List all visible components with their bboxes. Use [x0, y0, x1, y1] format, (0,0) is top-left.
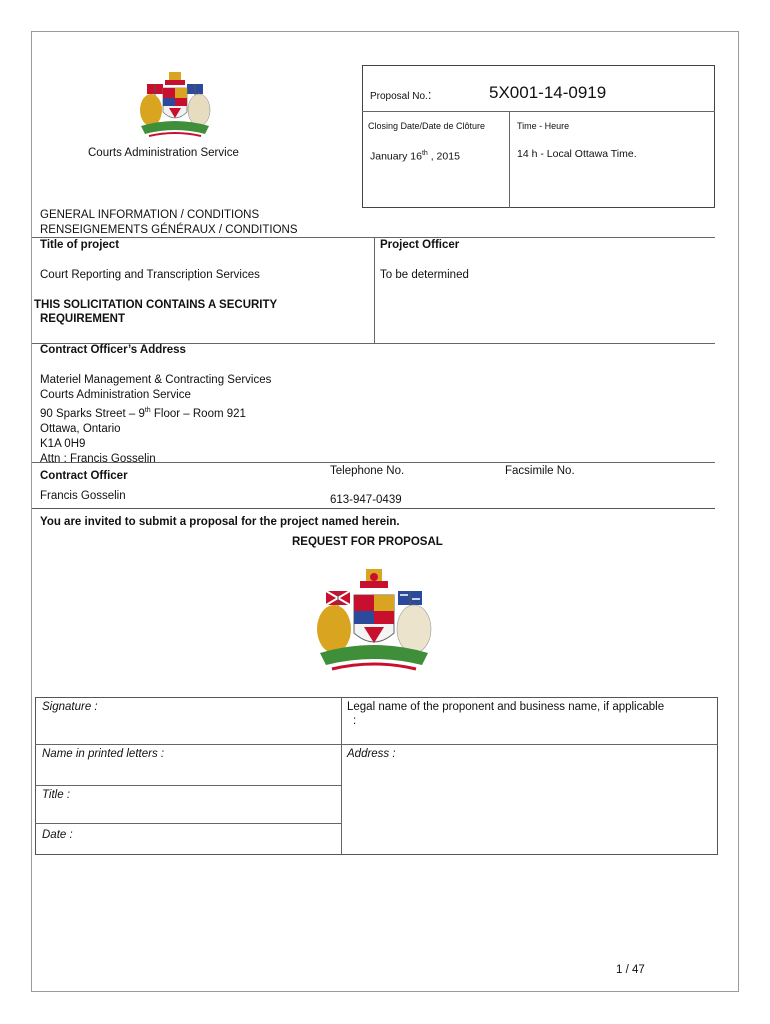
closing-time-value: 14 h - Local Ottawa Time. [517, 148, 637, 160]
facsimile-label: Facsimile No. [505, 465, 575, 477]
coat-of-arms-small [135, 70, 215, 142]
closing-date-value: January 16th , 2015 [370, 150, 460, 163]
printed-name-field-label[interactable]: Name in printed letters : [42, 748, 165, 760]
title-of-project-value: Court Reporting and Transcription Services [40, 269, 260, 281]
time-label: Time - Heure [517, 121, 570, 131]
security-requirement-notice: THIS SOLICITATION CONTAINS A SECURITY REQUIREMENT [34, 299, 278, 325]
contract-officer-label: Contract Officer [40, 470, 128, 482]
project-officer-value: To be determined [380, 269, 469, 281]
closing-date-label: Closing Date/Date de Clôture [368, 121, 486, 131]
invitation-text: You are invited to submit a proposal for the project named herein. [40, 516, 400, 528]
project-officer-label: Project Officer [380, 239, 460, 251]
proposal-label: Proposal No.: [370, 87, 432, 102]
general-heading-en: GENERAL INFORMATION / CONDITIONS [40, 209, 260, 221]
telephone-label: Telephone No. [330, 465, 405, 477]
contract-officer-name: Francis Gosselin [40, 490, 126, 502]
telephone-value: 613-947-0439 [330, 494, 402, 506]
rfp-heading: REQUEST FOR PROPOSAL [292, 536, 443, 548]
document-page [31, 31, 739, 992]
coat-of-arms-large [312, 567, 436, 675]
signature-field-label[interactable]: Signature : [42, 701, 98, 713]
address-field-label[interactable]: Address : [347, 748, 396, 760]
title-of-project-label: Title of project [40, 239, 120, 251]
general-heading-fr: RENSEIGNEMENTS GÉNÉRAUX / CONDITIONS [40, 224, 298, 236]
date-field-label[interactable]: Date : [42, 829, 73, 841]
contract-officer-address-label: Contract Officer’s Address [40, 344, 186, 356]
proposal-number: 5X001-14-0919 [489, 83, 607, 102]
page-number: 1 / 47 [616, 964, 645, 976]
legal-name-field-label[interactable]: Legal name of the proponent and business name, if applicable : [347, 701, 665, 727]
org-name: Courts Administration Service [88, 147, 239, 159]
title-field-label[interactable]: Title : [42, 789, 71, 801]
contract-officer-address: Materiel Management & Contracting Services Courts Administration Service 90 Sparks Street – 9th Floor – Room 921 Ottawa, Ontario K1A 0H9 Attn : Francis Gosselin [40, 374, 272, 465]
